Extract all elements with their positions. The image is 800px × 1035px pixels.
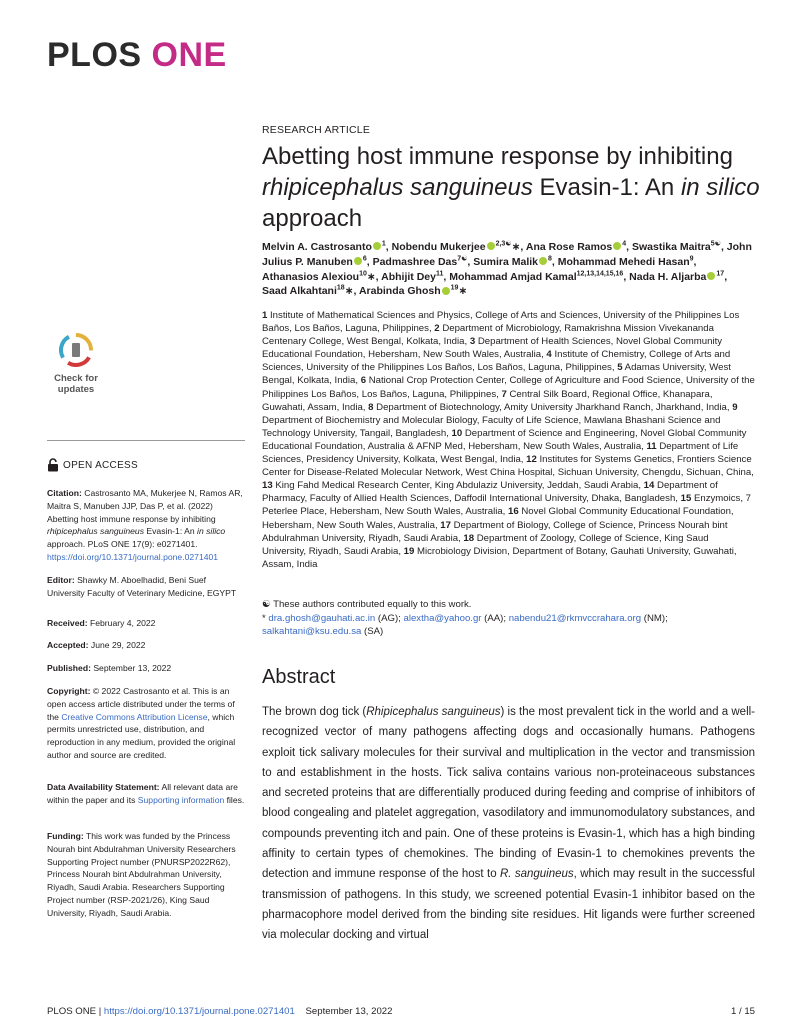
affiliation-item: Microbiology Division, Department of Botany, Gauhati University, Guwahati, Assam, India xyxy=(262,545,737,570)
author-name: Swastika Maitra$^{5☯}$, xyxy=(631,240,727,253)
author-name: Ana Rose Ramos $^4$, xyxy=(525,240,632,253)
affiliation-item: National Crop Protection Center, College of Agriculture and Food Science, University of the Philippines Los Baños, Los Baños, Laguna, Philippines, xyxy=(262,375,755,400)
affiliation-item: Department of Biochemistry and Molecular Biology, Faculty of Life Science, Mawlana Bhashani Science and Technology University, Tangail, Bangladesh, xyxy=(262,414,721,439)
affiliation-item: Adamas University, West Bengal, Kolkata, India, xyxy=(262,362,731,387)
affiliation-item: Department of Microbiology, Ramakrishna Mission Vivekananda Centenary College, West Bengal, Kolkata, India, xyxy=(262,323,714,348)
editor-block: Editor: Shawky M. Aboelhadid, Beni Suef University Faculty of Veterinary Medicine, EGYPT xyxy=(47,575,237,598)
open-lock-icon xyxy=(47,458,59,472)
author-name: Nobendu Mukerjee $^{2,3☯}$∗, xyxy=(391,240,526,253)
affiliation-item: Department of Zoology, College of Science, King Saud University, Riyadh, Saudi Arabia, xyxy=(262,532,709,557)
affiliations: 1 Institute of Mathematical Sciences and Physics, College of Arts and Sciences, University of the Philippines Los Baños, Los Baños, Laguna, Philippines, 2 Department of Microbiology, Ramakrishna Mission Vivekananda Centenary College, West Bengal, Kolkata, India, 3 Department of Health Sciences, Novel Global Community Educational Foundation, Hebersham, New South Wales, Australia, 4 Institute of Chemistry, College of Arts and Sciences, University of the Philippines Los Baños, Los Baños, Laguna, Philippines, 5 Adamas University, West Bengal, Kolkata, India, 6 National Crop Protection Center, College of Agriculture and Food Science, University of the Philippines Los Baños, Los Baños, Laguna, Philippines, 7 Central Silk Board, Regional Office, Khanapara, Guwahati, Assam, India, 8 Department of Biotechnology, Amity University Jharkhand Ranch, Jharkhand, India, 9 Department of Biochemistry and Molecular Biology, Faculty of Life Science, Mawlana Bhashani Science and Technology University, Tangail, Bangladesh, 10 Department of Science and Engineering, Novel Global Community Educational Foundation, Australia & AFNP Med, Hebersham, New South Wales, Australia, 11 Department of Life Sciences, Presidency University, Kolkata, West Bengal, India, 12 Institutes for Systems Genetics, Frontiers Science Center for Disease-Related Molecular Network, West China Hospital, Sichuan University, Chengdu, Sichuan, China, 13 King Fahd Medical Research Center, King Abdulaziz University, Jeddah, Saudi Arabia, 14 Department of Pharmacy, Faculty of Allied Health Sciences, Daffodil International University, Dhaka, Bangladesh, 15 Enzymoics, 7 Peterlee Place, Hebersham, New South Wales, Australia, 16 Novel Global Community Educational Foundation, Hebersham, New South Wales, Australia, 17 Department of Biology, College of Science, Princess Nourah bint Abdulrahman University, Riyadh, Saudi Arabia, 18 Department of Zoology, College of Science, King Saud University, Riyadh, Saudi Arabia, 19 Microbiology Division, Department of Botany, Gauhati University, Guwahati, Assam, India xyxy=(262,310,755,570)
received-block: Received: February 4, 2022 xyxy=(47,618,156,628)
orcid-icon[interactable] xyxy=(707,272,715,280)
abstract-heading: Abstract xyxy=(262,666,336,688)
orcid-icon[interactable] xyxy=(487,242,495,250)
affiliation-item: Institute of Chemistry, College of Arts and Sciences, University of the Philippines Los Baños, Los Baños, Laguna, Philippines, xyxy=(262,349,731,374)
author-name: Nada H. Aljarba $^{17}$, xyxy=(629,270,728,283)
equal-contribution-note: ☯ These authors contributed equally to this work. xyxy=(262,599,472,610)
article-type: RESEARCH ARTICLE xyxy=(262,124,371,136)
affiliation-item: Department of Biotechnology, Amity University Jharkhand Ranch, Jharkhand, India, xyxy=(376,401,730,413)
author-name: John Julius P. Manuben $^6$, xyxy=(262,241,752,268)
author-list xyxy=(262,240,754,299)
citation-block: Citation: Castrosanto MA, Mukerjee N, Ramos AR, Maitra S, Manuben JJP, Das P, et al. (2022) Abetting host immune response by inhibiting rhipicephalus sanguineus Evasin-1: An in silico approach. PLoS ONE 17(9): e0271401. https://doi.org/10.1371/journal.pone.0271401 xyxy=(47,488,243,562)
check-for-updates-badge[interactable]: Check for updates xyxy=(47,333,105,403)
copyright-block: Copyright: © 2022 Castrosanto et al. This is an open access article distributed under the terms of the Creative Commons Attribution License, which permits unrestricted use, distribution, and reproduction in any medium, provided the original author and source are credited. xyxy=(47,686,236,760)
article-title: Abetting host immune response by inhibiting rhipicephalus sanguineus Evasin-1: An in silico approach xyxy=(262,143,760,232)
abstract-text: The brown dog tick (Rhipicephalus sanguineus) is the most prevalent tick in the world and a well-recognized vector of many pathogens affecting dogs and occasionally humans. Pathogens exploit tick salivary molecules for their survival and multiplication in the vector and transmission to and establishment in the hosts. Tick saliva contains various non-proteinaceous substances and secreted proteins that are differentially produced during feeding and comprise of inhibitors of blood congealing and platelet aggregation, vasodilatory and immunomodulatory substances, and compounds preventing itch and pain. One of these proteins is Evasin-1, which has a high binding affinity to certain types of chemokines. The binding of Evasin-1 to chemokines prevents the detection and immune response of the host to R. sanguineus, which may result in the successful transmission of pathogens. In this study, we screened potential Evasin-1 inhibitor based on the pharmacophore model derived from the binding site residues. Hit ligands were further screened via molecular docking and virtual xyxy=(262,706,756,942)
data-availability-block: Data Availability Statement: All relevant data are within the paper and its Supporting information files. xyxy=(47,782,245,805)
accepted-block: Accepted: June 29, 2022 xyxy=(47,640,146,650)
email-link[interactable]: salkahtani@ksu.edu.sa xyxy=(262,626,362,638)
journal-logo xyxy=(47,36,227,75)
affiliation-item: Institute of Mathematical Sciences and Physics, College of Arts and Sciences, University of the Philippines Los Baños, Los Baños, Laguna, Philippines, xyxy=(262,310,740,335)
affiliation-item: Department of Science and Engineering, Novel Global Community Educational Foundation, Australia & AFNP Med, Hebersham, New South Wales, Australia, xyxy=(262,427,747,452)
funding-block: Funding: This work was funded by the Princess Nourah bint Abdulrahman University Researchers Supporting Project number (PNURSP2022R62), Princess Nourah bint Abdulrahman University, Riyadh, Saudi Arabia. Researchers Supporting Project number (RSP-2021/26), King Saud University, Riyadh, Saudi Arabia. xyxy=(47,831,236,918)
citation-doi-link[interactable]: https://doi.org/10.1371/journal.pone.0271401 xyxy=(47,551,219,562)
affiliation-item: Novel Global Community Educational Foundation, Hebersham, New South Wales, Australia, xyxy=(262,506,734,531)
author-name: Athanasios Alexiou$^{10}$∗, xyxy=(262,270,382,283)
published-block: Published: September 13, 2022 xyxy=(47,663,172,673)
supporting-info-link[interactable]: Supporting information xyxy=(137,794,225,805)
orcid-icon[interactable] xyxy=(373,242,381,250)
open-access-label: OPEN ACCESS xyxy=(47,458,138,472)
orcid-icon[interactable] xyxy=(539,257,547,265)
correspondence: * dra.ghosh@gauhati.ac.in (AG); alextha@yahoo.gr (AA); nabendu21@rkmvccrahara.org (NM); salkahtani@ksu.edu.sa (SA) xyxy=(262,613,668,638)
page-number: 1 / 15 xyxy=(730,1006,755,1017)
orcid-icon[interactable] xyxy=(613,242,621,250)
page-footer: PLOS ONE | https://doi.org/10.1371/journal.pone.0271401 September 13, 2022 xyxy=(47,1006,393,1017)
logo-one: ONE xyxy=(151,36,227,74)
affiliation-item: Central Silk Board, Regional Office, Khanapara, Guwahati, Assam, India, xyxy=(262,388,713,413)
orcid-icon[interactable] xyxy=(442,287,450,295)
author-name: Saad Alkahtani$^{18}$∗, xyxy=(262,284,359,298)
affiliation-item: Enzymoics, 7 Peterlee Place, Hebersham, New South Wales, Australia, xyxy=(262,493,752,518)
footer-date: September 13, 2022 xyxy=(305,1006,393,1017)
email-link[interactable]: nabendu21@rkmvccrahara.org xyxy=(508,613,642,624)
email-link[interactable]: alextha@yahoo.gr xyxy=(403,613,482,624)
author-name: Arabinda Ghosh $^{19}$∗ xyxy=(358,284,468,298)
author-name: Mohammad Amjad Kamal$^{12,13,14,15,16}$, xyxy=(449,270,630,283)
author-name: Sumira Malik $^8$, xyxy=(473,255,558,268)
affiliation-item: Department of Pharmacy, Faculty of Allied Health Sciences, Daffodil International University, Dhaka, Bangladesh, xyxy=(262,480,718,505)
author-name: Padmashree Das$^{7☯}$, xyxy=(372,255,474,268)
sidebar-divider xyxy=(47,440,245,441)
email-link[interactable]: dra.ghosh@gauhati.ac.in xyxy=(268,613,376,624)
logo-plos: PLOS xyxy=(47,36,142,74)
affiliation-item: Department of Health Sciences, Novel Global Community Educational Foundation, Hebersham, New South Wales, Australia, xyxy=(262,336,723,361)
author-name: Mohammad Mehedi Hasan$^9$, xyxy=(557,255,697,268)
author-name: Abhijit Dey$^{11}$, xyxy=(381,270,450,283)
license-link[interactable]: Creative Commons Attribution License xyxy=(61,711,208,722)
affiliation-item: Institutes for Systems Genetics, Frontiers Science Center for Disease-Related Molecular Network, West China Hospital, Sichuan University, Chengdu, Sichuan, China, xyxy=(262,454,754,479)
check-for-updates-icon xyxy=(59,333,93,367)
orcid-icon[interactable] xyxy=(354,257,362,265)
author-name: Melvin A. Castrosanto $^1$, xyxy=(262,240,392,253)
affiliation-item: King Fahd Medical Research Center, King Abdulaziz University, Jeddah, Saudi Arabia, xyxy=(275,480,641,492)
affiliation-item: Department of Life Sciences, Presidency University, Kolkata, West Bengal, India, xyxy=(262,440,739,466)
footer-doi-link[interactable]: https://doi.org/10.1371/journal.pone.0271401 xyxy=(103,1006,295,1017)
affiliation-item: Department of Biology, College of Science, Princess Nourah bint Abdulrahman University, Riyadh, Saudi Arabia, xyxy=(262,519,728,544)
